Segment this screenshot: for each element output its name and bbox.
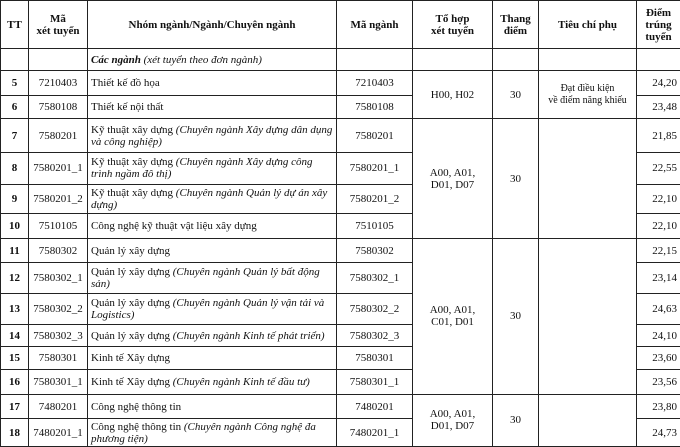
row-name: Công nghệ thông tin [88,394,337,418]
combo-cell: H00, H02 [413,71,493,119]
row-major-code: 7580201_2 [337,184,413,214]
row-code: 7480201 [29,394,88,418]
row-score: 22,15 [637,238,680,262]
row-name: Kỹ thuật xây dựng (Chuyên ngành Quản lý dự án xây dựng) [88,184,337,214]
row-tt: 11 [1,238,29,262]
row-code: 7580201_1 [29,153,88,185]
group-score-cell [637,49,680,71]
row-score: 24,10 [637,325,680,346]
row-code: 7580302_1 [29,263,88,294]
header-combo: Tổ hợp xét tuyển [413,1,493,49]
header-major-code: Mã ngành [337,1,413,49]
header-score: Điểm trúng tuyển [637,1,680,49]
row-name: Quản lý xây dựng [88,238,337,262]
row-tt: 15 [1,346,29,369]
row-code: 7510105 [29,214,88,238]
row-score: 23,48 [637,95,680,118]
row-name: Thiết kế đồ họa [88,71,337,95]
group-title: Các ngành (xét tuyển theo đơn ngành) [88,49,337,71]
header-tt: TT [1,1,29,49]
row-major-code: 7580108 [337,95,413,118]
row-code: 7580302_2 [29,293,88,325]
row-major-code: 7580302 [337,238,413,262]
combo-cell: A00, A01, D01, D07 [413,119,493,238]
criteria-cell [539,238,637,394]
row-code: 7580201_2 [29,184,88,214]
row-major-code: 7580301_1 [337,370,413,394]
row-major-code: 7510105 [337,214,413,238]
row-name: Quản lý xây dựng (Chuyên ngành Quản lý bất động sản) [88,263,337,294]
row-name: Kinh tế Xây dựng (Chuyên ngành Kinh tế đầu tư) [88,370,337,394]
row-tt: 9 [1,184,29,214]
row-name: Quản lý xây dựng (Chuyên ngành Kinh tế phát triển) [88,325,337,346]
row-tt: 5 [1,71,29,95]
row-name: Công nghệ kỹ thuật vật liệu xây dựng [88,214,337,238]
group-scale-cell [493,49,539,71]
row-major-code: 7580201 [337,119,413,153]
row-major-code: 7580201_1 [337,153,413,185]
group-combo-cell [413,49,493,71]
header-criteria: Tiêu chí phụ [539,1,637,49]
row-name: Quản lý xây dựng (Chuyên ngành Quản lý vận tải và Logistics) [88,293,337,325]
combo-cell: A00, A01, C01, D01 [413,238,493,394]
row-score: 22,10 [637,214,680,238]
row-score: 23,56 [637,370,680,394]
row-major-code: 7210403 [337,71,413,95]
header-name: Nhóm ngành/Ngành/Chuyên ngành [88,1,337,49]
scale-cell: 30 [493,394,539,446]
row-score: 22,10 [637,184,680,214]
row-score: 23,60 [637,346,680,369]
header-code: Mã xét tuyển [29,1,88,49]
row-major-code: 7580302_3 [337,325,413,346]
scale-cell: 30 [493,238,539,394]
group-major-cell [337,49,413,71]
row-code: 7480201_1 [29,419,88,447]
row-code: 7580301 [29,346,88,369]
table-row [1,238,680,262]
criteria-cell: Đạt điều kiện về điểm năng khiếu [539,71,637,119]
row-score: 23,14 [637,263,680,294]
row-code: 7580302 [29,238,88,262]
group-code-cell [29,49,88,71]
group-row [1,49,680,71]
row-score: 24,63 [637,293,680,325]
header-scale: Thang điểm [493,1,539,49]
row-tt: 8 [1,153,29,185]
criteria-cell [539,119,637,238]
row-tt: 6 [1,95,29,118]
row-score: 24,20 [637,71,680,95]
row-major-code: 7480201_1 [337,419,413,447]
row-tt: 16 [1,370,29,394]
row-code: 7580302_3 [29,325,88,346]
row-code: 7580108 [29,95,88,118]
row-name: Kỹ thuật xây dựng (Chuyên ngành Xây dựng dân dụng và công nghiệp) [88,119,337,153]
row-tt: 10 [1,214,29,238]
row-name: Công nghệ thông tin (Chuyên ngành Công nghệ đa phương tiện) [88,419,337,447]
row-major-code: 7580302_2 [337,293,413,325]
header-row [1,1,680,49]
row-name: Thiết kế nội thất [88,95,337,118]
combo-cell: A00, A01, D01, D07 [413,394,493,446]
row-major-code: 7580302_1 [337,263,413,294]
row-tt: 12 [1,263,29,294]
row-tt: 17 [1,394,29,418]
row-major-code: 7580301 [337,346,413,369]
scale-cell: 30 [493,119,539,238]
row-score: 24,73 [637,419,680,447]
scale-cell: 30 [493,71,539,119]
row-name: Kỹ thuật xây dựng (Chuyên ngành Xây dựng công trình ngầm đô thị) [88,153,337,185]
criteria-cell [539,394,637,446]
table-row [1,394,680,418]
row-code: 7580201 [29,119,88,153]
row-code: 7580301_1 [29,370,88,394]
row-tt: 14 [1,325,29,346]
table-row [1,71,680,95]
row-tt: 13 [1,293,29,325]
row-score: 22,55 [637,153,680,185]
group-criteria-cell [539,49,637,71]
row-score: 23,80 [637,394,680,418]
row-name: Kinh tế Xây dựng [88,346,337,369]
row-code: 7210403 [29,71,88,95]
row-score: 21,85 [637,119,680,153]
row-tt: 7 [1,119,29,153]
row-major-code: 7480201 [337,394,413,418]
row-tt: 18 [1,419,29,447]
table-row [1,119,680,153]
group-tt-cell [1,49,29,71]
